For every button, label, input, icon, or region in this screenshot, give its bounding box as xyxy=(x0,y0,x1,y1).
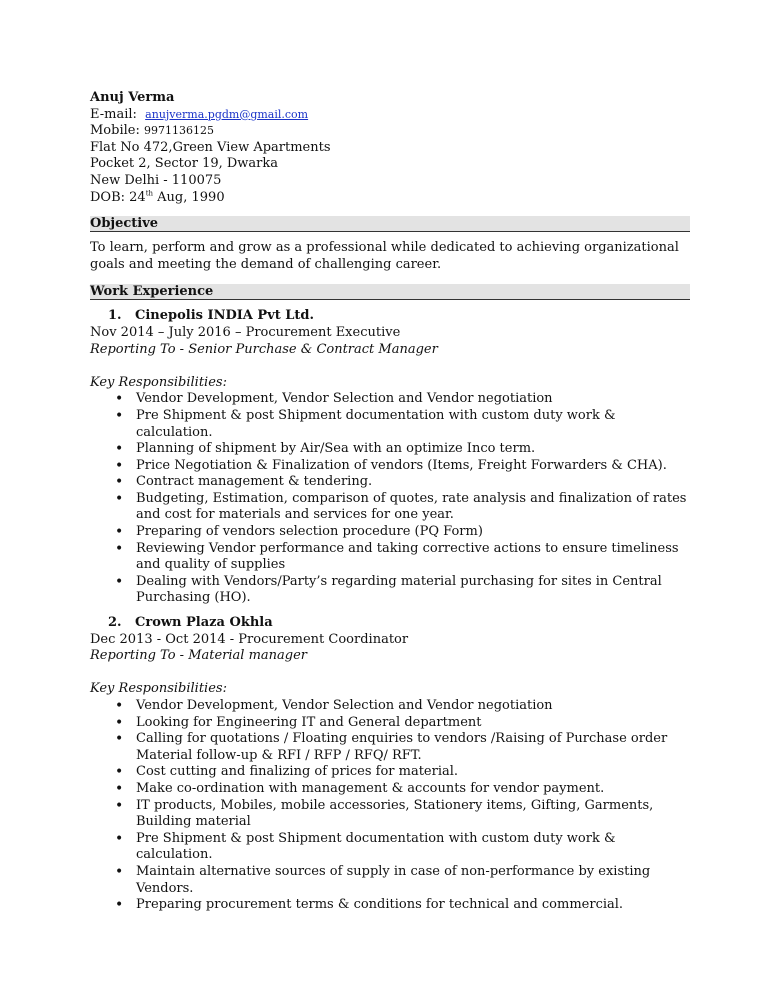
dob-line xyxy=(90,190,690,207)
list-item: • Contract management & tendering. xyxy=(136,474,690,491)
address-line-2: Pocket 2, Sector 19, Dwarka xyxy=(90,156,279,172)
job-period: Dec 2013 - Oct 2014 - Procurement Coordinator xyxy=(90,631,409,647)
list-item: • Price Negotiation & Finalization of vendors (Items, Freight Forwarders & CHA). xyxy=(136,458,690,475)
job-reporting: Reporting To - Material manager xyxy=(90,648,308,664)
list-item: • Calling for quotations / Floating enquiries to vendors /Raising of Purchase order Material follow-up & RFI / RFP / RFQ/ RFT. xyxy=(136,731,690,764)
company-line xyxy=(90,615,690,632)
email-line xyxy=(90,107,690,124)
list-item: • Make co-ordination with management & accounts for vendor payment. xyxy=(136,781,690,798)
list-item: • Reviewing Vendor performance and taking corrective actions to ensure timeliness and quality of supplies xyxy=(136,541,690,574)
job-entry-2 xyxy=(90,615,690,914)
company-line xyxy=(90,308,690,325)
list-item: • Pre Shipment & post Shipment documentation with custom duty work & calculation. xyxy=(136,408,690,441)
objective-heading: Objective xyxy=(90,216,690,232)
list-item: • Pre Shipment & post Shipment documentation with custom duty work & calculation. xyxy=(136,831,690,864)
dob-prefix: DOB: 24 xyxy=(90,189,146,205)
list-item: • Cost cutting and finalizing of prices for material. xyxy=(136,764,690,781)
job-reporting: Reporting To - Senior Purchase & Contract Manager xyxy=(90,341,438,357)
list-item: • Looking for Engineering IT and General department xyxy=(136,715,690,732)
contact-block xyxy=(90,90,690,206)
address-line-3: New Delhi - 110075 xyxy=(90,172,222,188)
mobile-number: 9971136125 xyxy=(144,124,214,138)
list-item: • IT products, Mobiles, mobile accessories, Stationery items, Gifting, Garments, Building material xyxy=(136,798,690,831)
list-item: • Budgeting, Estimation, comparison of quotes, rate analysis and finalization of rates and cost for materials and services for one year. xyxy=(136,491,690,524)
dob-suffix: Aug, 1990 xyxy=(157,189,225,205)
company-name: Crown Plaza Okhla xyxy=(135,615,273,631)
email-link[interactable]: anujverma.pgdm@gmail.com xyxy=(145,107,309,121)
list-item: • Planning of shipment by Air/Sea with an optimize Inco term. xyxy=(136,441,690,458)
list-item: • Dealing with Vendors/Party’s regarding material purchasing for sites in Central Purchasing (HO). xyxy=(136,574,690,607)
job-period: Nov 2014 – July 2016 – Procurement Executive xyxy=(90,324,401,340)
responsibilities-list xyxy=(90,698,690,914)
dob-sup: th xyxy=(145,189,154,198)
job-entry-1 xyxy=(90,308,690,607)
email-label: E-mail: xyxy=(90,106,137,122)
objective-text: To learn, perform and grow as a professional while dedicated to achieving organizational goals and meeting the demand of challenging career. xyxy=(90,240,679,272)
job-number: 2. xyxy=(108,615,122,631)
list-item: • Maintain alternative sources of supply in case of non-performance by existing Vendors. xyxy=(136,864,690,897)
list-item: • Preparing of vendors selection procedure (PQ Form) xyxy=(136,524,690,541)
list-item: • Vendor Development, Vendor Selection and Vendor negotiation xyxy=(136,698,690,715)
address-line-1: Flat No 472,Green View Apartments xyxy=(90,139,331,155)
job-number: 1. xyxy=(108,308,122,324)
mobile-line xyxy=(90,123,690,140)
responsibilities-list xyxy=(90,391,690,607)
candidate-name: Anuj Verma xyxy=(90,90,175,105)
responsibilities-label: Key Responsibilities: xyxy=(90,374,227,390)
company-name: Cinepolis INDIA Pvt Ltd. xyxy=(135,308,315,324)
list-item: • Vendor Development, Vendor Selection and Vendor negotiation xyxy=(136,391,690,408)
list-item: • Preparing procurement terms & conditions for technical and commercial. xyxy=(136,897,690,914)
mobile-label: Mobile: xyxy=(90,123,140,139)
responsibilities-label: Key Responsibilities: xyxy=(90,681,227,697)
resume-content xyxy=(90,90,690,914)
work-experience-heading: Work Experience xyxy=(90,284,690,300)
